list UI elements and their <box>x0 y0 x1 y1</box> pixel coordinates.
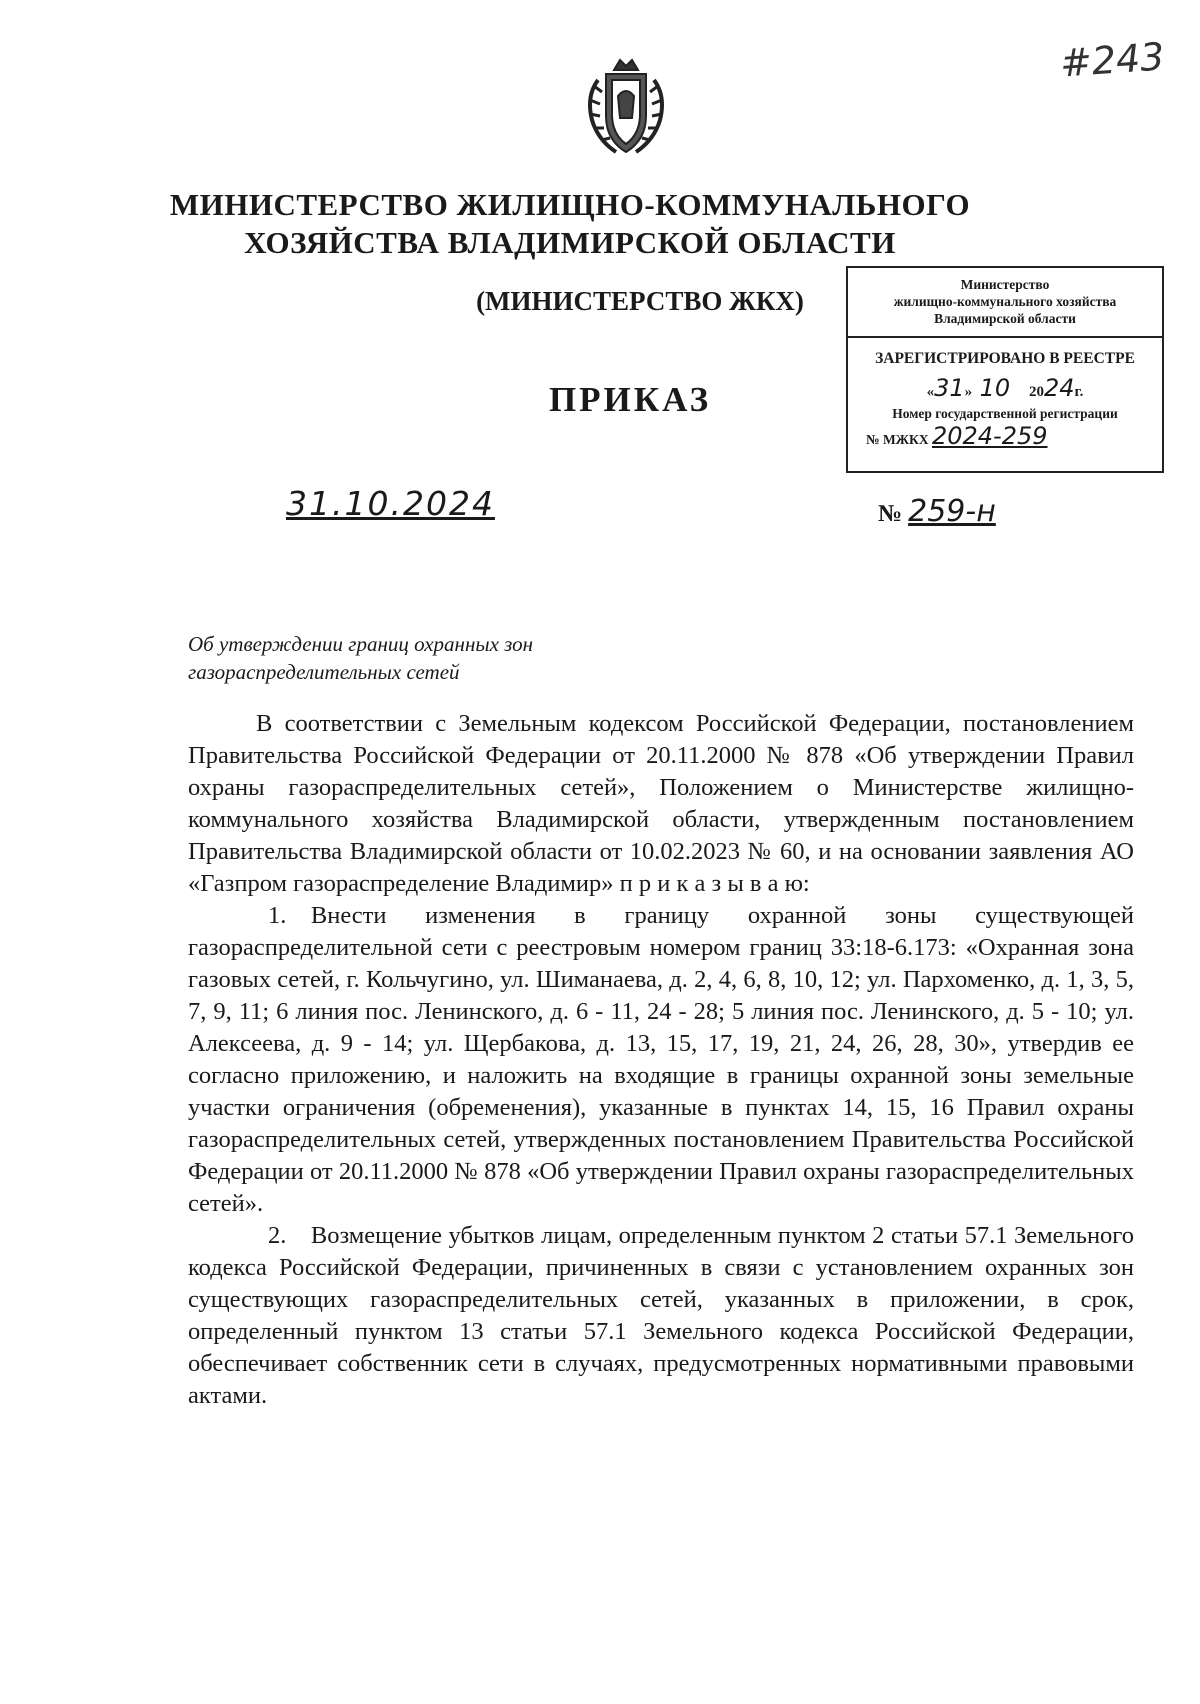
ministry-title <box>150 186 990 262</box>
document-date: 31.10.2024 <box>286 484 495 523</box>
order-number <box>878 494 996 529</box>
stamp-number-prefix: № МЖКХ <box>866 432 929 447</box>
subject-line1: Об утверждении границ охранных зон <box>188 632 534 656</box>
stamp-org-line1: Министерство <box>960 277 1050 292</box>
stamp-registration-number <box>848 422 1162 450</box>
stamp-registered-title: ЗАРЕГИСТРИРОВАНО В РЕЕСТРЕ <box>875 350 1135 367</box>
order-number-value: 259-н <box>908 494 996 529</box>
subject-line2: газораспределительных сетей <box>188 660 460 684</box>
ministry-short-name: (МИНИСТЕРСТВО ЖКХ) <box>476 286 804 316</box>
document-subject <box>188 630 608 686</box>
stamp-month: 10 <box>979 374 1011 402</box>
stamp-registration-date: «31» 10 2024г. <box>926 374 1084 402</box>
stamp-year-prefix: 20 <box>1028 384 1044 400</box>
stamp-day: 31 <box>934 374 965 402</box>
document-body <box>188 708 1134 1412</box>
ministry-title-line2: ХОЗЯЙСТВА ВЛАДИМИРСКОЙ ОБЛАСТИ <box>244 225 896 260</box>
stamp-org-line3: Владимирской области <box>934 311 1076 326</box>
stamp-organization <box>848 268 1162 338</box>
stamp-number-value: 2024-259 <box>931 422 1048 450</box>
stamp-number-label: Номер государственной регистрации <box>892 406 1118 421</box>
preamble-paragraph: В соответствии с Земельным кодексом Российской Федерации, постановлением Правительства Российской Федерации от 20.11.2000 № 878 «Об утверждении Правил охраны газораспределительных сетей», Положением о Министерстве жилищно-коммунального хозяйства Владимирской области, утвержденным постановлением Правительства Владимирской области от 10.02.2023 № 60, и на основании заявления АО «Газпром газораспределение Владимир» п р и к а з ы в а ю: <box>188 710 1134 897</box>
stamp-year-unit: г. <box>1074 384 1084 400</box>
handwritten-page-number: #243 <box>1058 34 1166 86</box>
order-item-1: 1. Внести изменения в границу охранной зоны существующей газораспределительной сети с реестровым номером границ 33:18-6.173: «Охранная зона газовых сетей, г. Кольчугино, ул. Шиманаева, д. 2, 4, 6, 8, 10, 12; ул. Пархоменко, д. 1, 3, 5, 7, 9, 11; 6 линия пос. Ленинского, д. 6 - 11, 24 - 28; 5 линия пос. Ленинского, д. 5 - 10; ул. Алексеева, д. 9 - 14; ул. Щербакова, д. 13, 15, 17, 19, 21, 24, 26, 28, 30», утвердив ее согласно приложению, и наложить на входящие в границы охранной зоны земельные участки ограничения (обременения), указанные в пунктах 14, 15, 16 Правил охраны газораспределительных сетей, утвержденных постановлением Правительства Российской Федерации от 20.11.2000 № 878 «Об утверждении Правил охраны газораспределительных сетей». <box>188 902 1134 1217</box>
stamp-year-suffix: 24 <box>1043 374 1075 402</box>
stamp-org-line2: жилищно-коммунального хозяйства <box>893 294 1117 309</box>
document-type-heading: ПРИКАЗ <box>548 380 712 419</box>
order-item-2: 2. Возмещение убытков лицам, определенным пунктом 2 статьи 57.1 Земельного кодекса Российской Федерации, причиненных в связи с установлением охранных зон существующих газораспределительных сетей, указанных в приложении, в срок, определенный пунктом 13 статьи 57.1 Земельного кодекса Российской Федерации, обеспечивает собственник сети в случаях, предусмотренных нормативными правовыми актами. <box>188 1222 1134 1409</box>
ministry-title-line1: МИНИСТЕРСТВО ЖИЛИЩНО-КОММУНАЛЬНОГО <box>169 187 971 222</box>
registration-stamp <box>846 266 1164 473</box>
order-number-label: № <box>878 501 903 527</box>
coat-of-arms-emblem <box>576 56 676 160</box>
